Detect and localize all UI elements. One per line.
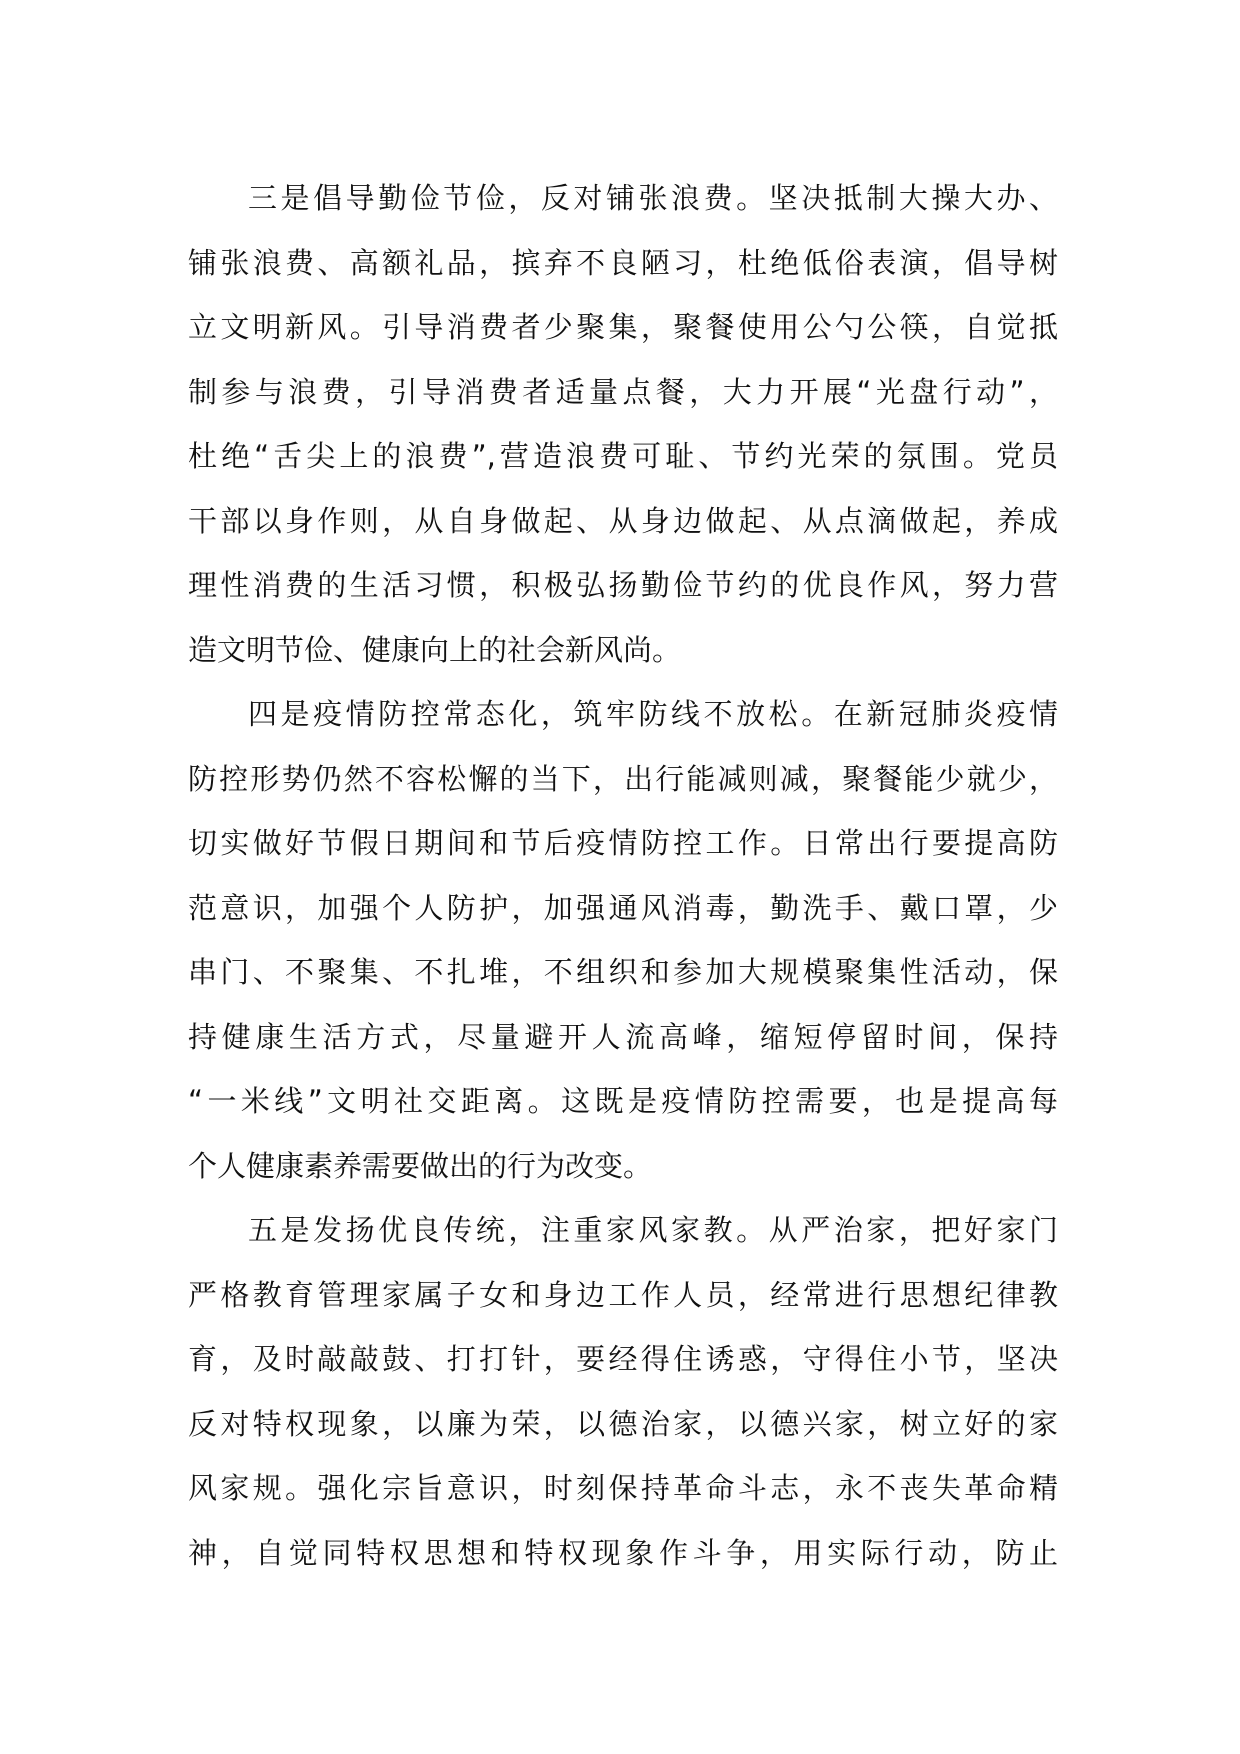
paragraph-2-line-6: 持健康生活方式，尽量避开人流高峰，缩短停留时间，保持 <box>188 1019 1058 1054</box>
paragraph-2-line-7: “一米线”文明社交距离。这既是疫情防控需要，也是提高每 <box>188 1084 1058 1118</box>
paragraph-1-line-6: 干部以身作则，从自身做起、从身边做起、从点滴做起，养成 <box>188 503 1058 538</box>
paragraph-3-line-5: 风家规。强化宗旨意识，时刻保持革命斗志，永不丧失革命精 <box>188 1471 1058 1505</box>
paragraph-1-line-7: 理性消费的生活习惯，积极弘扬勤俭节约的优良作风，努力营 <box>188 568 1058 602</box>
paragraph-3-line-4: 反对特权现象，以廉为荣，以德治家，以德兴家，树立好的家 <box>188 1406 1058 1441</box>
paragraph-2-line-4: 范意识，加强个人防护，加强通风消毒，勤洗手、戴口罩，少 <box>188 890 1058 925</box>
paragraph-3-line-3: 育，及时敲敲鼓、打打针，要经得住诱惑，守得住小节，坚决 <box>188 1342 1058 1376</box>
paragraph-3-line-6: 神，自觉同特权思想和特权现象作斗争，用实际行动，防止 <box>188 1535 1058 1570</box>
document-body <box>188 166 1058 1585</box>
paragraph-1-line-8: 造文明节俭、健康向上的社会新风尚。 <box>188 632 682 667</box>
paragraph-2-line-5: 串门、不聚集、不扎堆，不组织和参加大规模聚集性活动，保 <box>188 955 1058 989</box>
paragraph-3-line-2: 严格教育管理家属子女和身边工作人员，经常进行思想纪律教 <box>188 1277 1058 1312</box>
paragraph-2-line-8: 个人健康素养需要做出的行为改变。 <box>188 1148 653 1183</box>
paragraph-1-line-4: 制参与浪费，引导消费者适量点餐，大力开展“光盘行动”， <box>188 374 1058 409</box>
paragraph-1-line-3: 立文明新风。引导消费者少聚集，聚餐使用公勺公筷，自觉抵 <box>188 310 1058 344</box>
paragraph-2-line-3: 切实做好节假日期间和节后疫情防控工作。日常出行要提高防 <box>188 826 1058 860</box>
paragraph-2-line-1: 四是疫情防控常态化，筑牢防线不放松。在新冠肺炎疫情 <box>248 697 1058 731</box>
paragraph-1-line-5: 杜绝“舌尖上的浪费”,营造浪费可耻、节约光荣的氛围。党员 <box>188 439 1058 473</box>
paragraph-1-line-1: 三是倡导勤俭节俭，反对铺张浪费。坚决抵制大操大办、 <box>248 181 1058 215</box>
paragraph-1-line-2: 铺张浪费、高额礼品，摈弃不良陋习，杜绝低俗表演，倡导树 <box>188 245 1058 280</box>
paragraph-2-line-2: 防控形势仍然不容松懈的当下，出行能减则减，聚餐能少就少， <box>188 761 1058 796</box>
paragraph-3-line-1: 五是发扬优良传统，注重家风家教。从严治家，把好家门 <box>248 1213 1058 1247</box>
